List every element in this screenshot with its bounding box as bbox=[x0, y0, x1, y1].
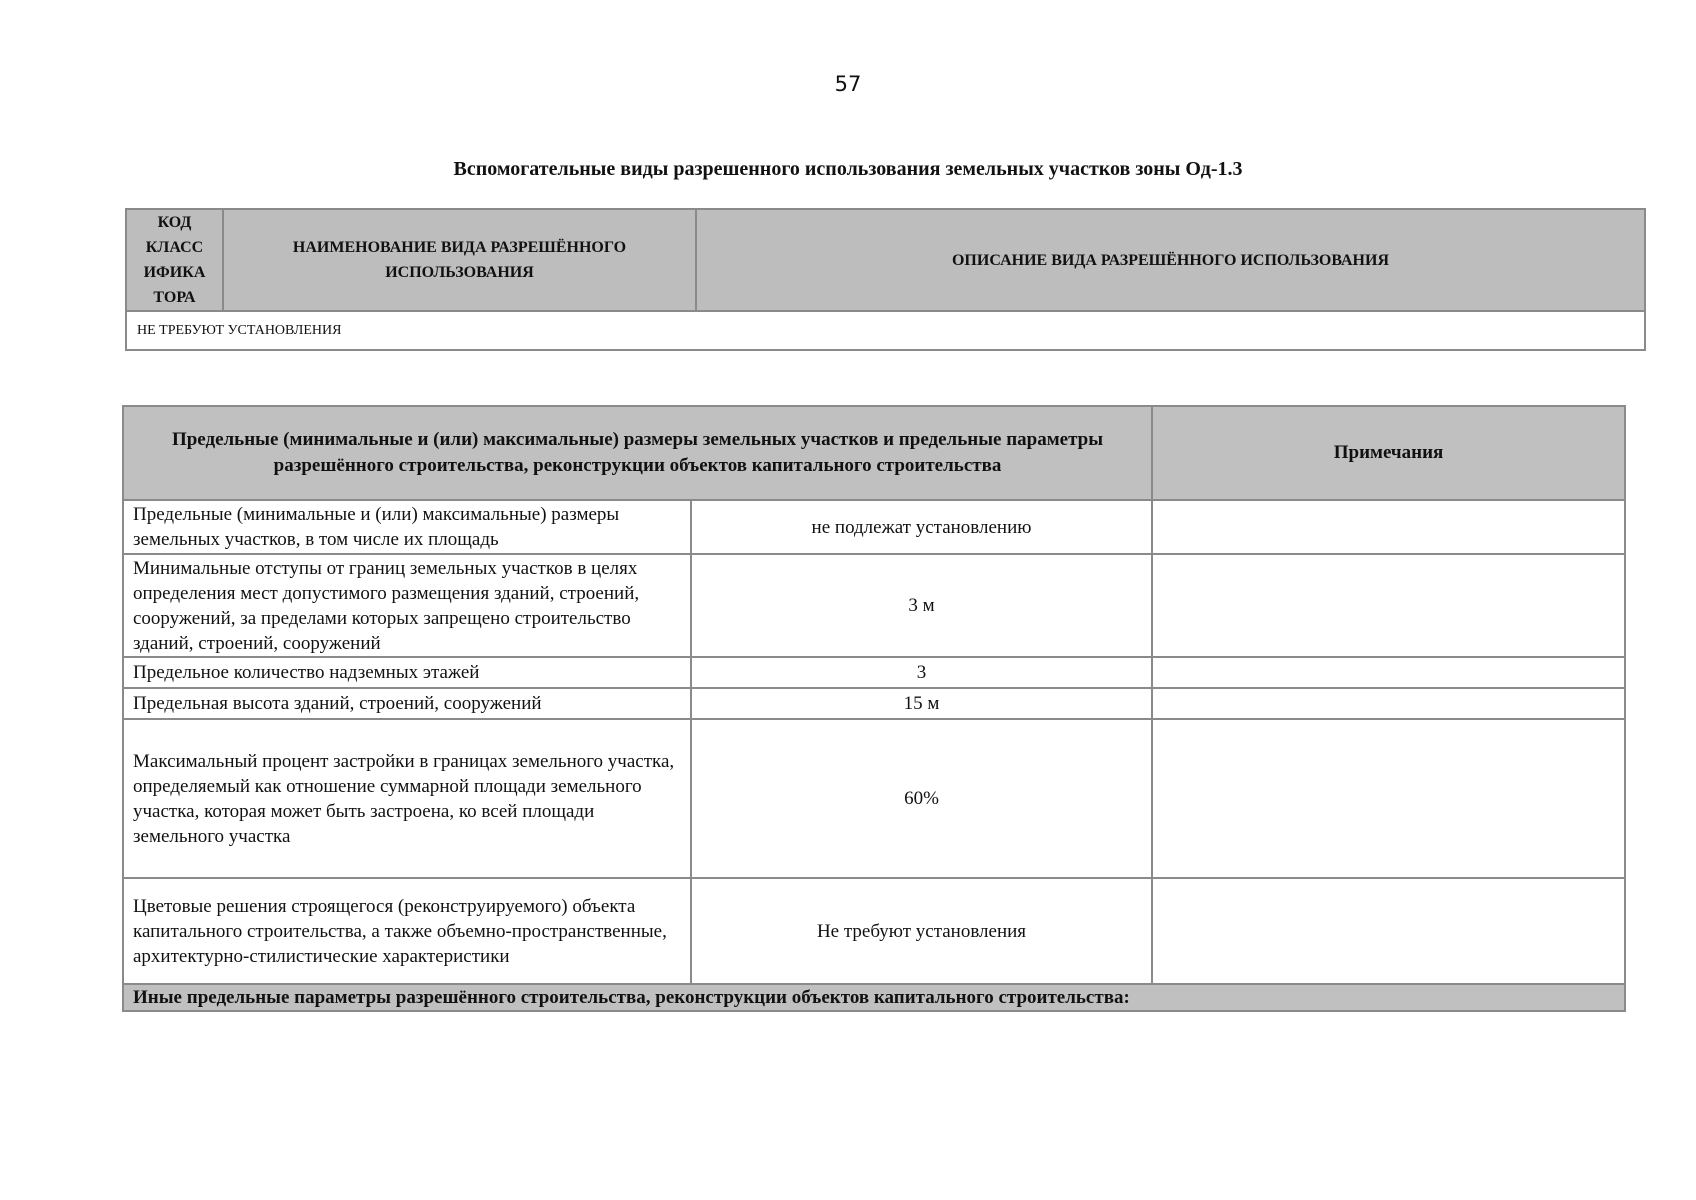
aux-uses-note-row bbox=[126, 311, 1645, 350]
row-parameter: Предельная высота зданий, строений, сооружений bbox=[123, 688, 691, 719]
aux-uses-note: НЕ ТРЕБУЮТ УСТАНОВЛЕНИЯ bbox=[126, 311, 1645, 350]
table-row bbox=[123, 657, 1625, 688]
aux-uses-header-row bbox=[126, 209, 1645, 311]
row-note bbox=[1152, 719, 1625, 878]
row-value: 15 м bbox=[691, 688, 1152, 719]
header-params: Предельные (минимальные и (или) максимальные) размеры земельных участков и предельные параметры разрешённого строительства, реконструкции объектов капитального строительства bbox=[123, 406, 1152, 500]
row-parameter: Предельное количество надземных этажей bbox=[123, 657, 691, 688]
limits-table bbox=[122, 405, 1626, 1012]
header-code: КОД КЛАСС ИФИКА ТОРА bbox=[126, 209, 223, 311]
header-name: НАИМЕНОВАНИЕ ВИДА РАЗРЕШЁННОГО ИСПОЛЬЗОВАНИЯ bbox=[223, 209, 696, 311]
table-row bbox=[123, 554, 1625, 657]
row-note bbox=[1152, 878, 1625, 984]
row-note bbox=[1152, 657, 1625, 688]
row-note bbox=[1152, 500, 1625, 554]
row-parameter: Предельные (минимальные и (или) максимальные) размеры земельных участков, в том числе их площадь bbox=[123, 500, 691, 554]
row-note bbox=[1152, 688, 1625, 719]
aux-uses-table bbox=[125, 208, 1646, 351]
row-parameter: Цветовые решения строящегося (реконструируемого) объекта капитального строительства, а также объемно-пространственные, архитектурно-стилистические характеристики bbox=[123, 878, 691, 984]
table-row bbox=[123, 878, 1625, 984]
header-description: ОПИСАНИЕ ВИДА РАЗРЕШЁННОГО ИСПОЛЬЗОВАНИЯ bbox=[696, 209, 1645, 311]
row-value: 60% bbox=[691, 719, 1152, 878]
table-row bbox=[123, 719, 1625, 878]
page-number: 57 bbox=[834, 72, 862, 96]
row-note bbox=[1152, 554, 1625, 657]
row-value: Не требуют установления bbox=[691, 878, 1152, 984]
row-parameter: Минимальные отступы от границ земельных участков в целях определения мест допустимого размещения зданий, строений, сооружений, за пределами которых запрещено строительство зданий, строений, сооружений bbox=[123, 554, 691, 657]
limits-footer: Иные предельные параметры разрешённого строительства, реконструкции объектов капитального строительства: bbox=[123, 984, 1625, 1011]
limits-footer-row bbox=[123, 984, 1625, 1011]
row-parameter: Максимальный процент застройки в границах земельного участка, определяемый как отношение суммарной площади земельного участка, которая может быть застроена, ко всей площади земельного участка bbox=[123, 719, 691, 878]
limits-header-row bbox=[123, 406, 1625, 500]
header-notes: Примечания bbox=[1152, 406, 1625, 500]
row-value: 3 м bbox=[691, 554, 1152, 657]
row-value: 3 bbox=[691, 657, 1152, 688]
row-value: не подлежат установлению bbox=[691, 500, 1152, 554]
section-title: Вспомогательные виды разрешенного использования земельных участков зоны Од-1.3 bbox=[453, 158, 1243, 180]
table-row bbox=[123, 500, 1625, 554]
table-row bbox=[123, 688, 1625, 719]
